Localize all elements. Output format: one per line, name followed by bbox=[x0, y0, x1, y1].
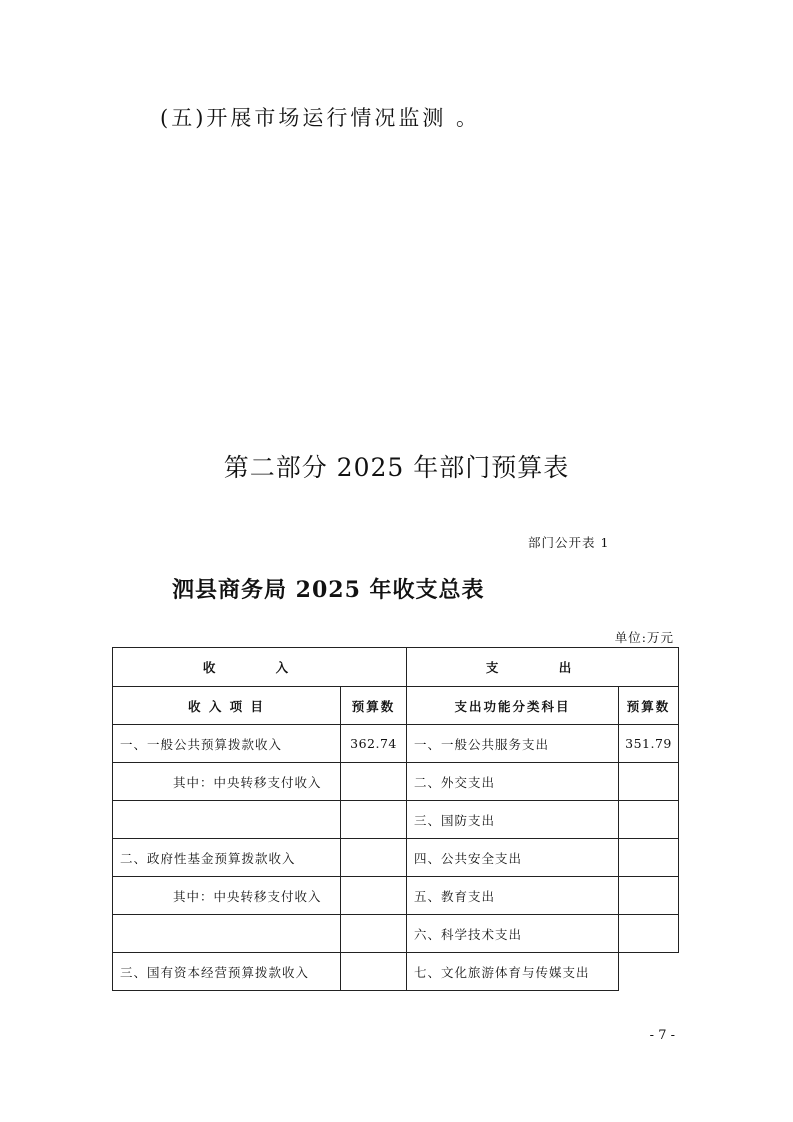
income-value-cell: 362.74 bbox=[341, 725, 407, 763]
expense-item-cell: 六、科学技术支出 bbox=[407, 915, 619, 953]
income-item-cell bbox=[113, 915, 341, 953]
table-group-header-row bbox=[113, 648, 679, 687]
intro-text: (五)开展市场运行情况监测 。 bbox=[160, 106, 481, 130]
income-item-cell: 其中：中央转移支付收入 bbox=[113, 877, 341, 915]
income-item-cell: 一、一般公共预算拨款收入 bbox=[113, 725, 341, 763]
budget-summary-table bbox=[112, 647, 679, 991]
expense-value-cell bbox=[619, 915, 679, 953]
income-value-cell bbox=[341, 801, 407, 839]
table-row bbox=[113, 839, 679, 877]
expense-item-cell: 四、公共安全支出 bbox=[407, 839, 619, 877]
unit-label: 单位:万元 bbox=[614, 630, 674, 645]
table-row bbox=[113, 953, 679, 991]
expense-value-cell bbox=[619, 953, 679, 991]
table-number: 部门公开表 1 bbox=[528, 535, 610, 550]
income-value-cell bbox=[341, 915, 407, 953]
income-item-cell: 二、政府性基金预算拨款收入 bbox=[113, 839, 341, 877]
expense-value-cell bbox=[619, 839, 679, 877]
income-value-cell bbox=[341, 877, 407, 915]
expense-item-cell: 三、国防支出 bbox=[407, 801, 619, 839]
income-group-header: 收 入 bbox=[113, 648, 407, 687]
income-budget-header: 预算数 bbox=[341, 687, 407, 725]
expense-item-cell: 七、文化旅游体育与传媒支出 bbox=[407, 953, 619, 991]
page-number: - 7 - bbox=[649, 1028, 675, 1043]
table-row bbox=[113, 763, 679, 801]
income-item-cell: 其中：中央转移支付收入 bbox=[113, 763, 341, 801]
expense-value-cell bbox=[619, 801, 679, 839]
expense-value-cell bbox=[619, 877, 679, 915]
income-value-cell bbox=[341, 763, 407, 801]
table-row bbox=[113, 725, 679, 763]
table-row bbox=[113, 877, 679, 915]
expense-value-cell bbox=[619, 763, 679, 801]
expense-item-cell: 一、一般公共服务支出 bbox=[407, 725, 619, 763]
income-item-cell bbox=[113, 801, 341, 839]
expense-value-cell: 351.79 bbox=[619, 725, 679, 763]
income-item-cell: 三、国有资本经营预算拨款收入 bbox=[113, 953, 341, 991]
expense-item-cell: 二、外交支出 bbox=[407, 763, 619, 801]
table-column-header-row bbox=[113, 687, 679, 725]
income-value-cell bbox=[341, 953, 407, 991]
expense-budget-header: 预算数 bbox=[619, 687, 679, 725]
income-value-cell bbox=[341, 839, 407, 877]
table-row bbox=[113, 801, 679, 839]
table-title: 泗县商务局 2025 年收支总表 bbox=[172, 577, 485, 603]
expense-group-header: 支 出 bbox=[407, 648, 679, 687]
table-row bbox=[113, 915, 679, 953]
income-item-header: 收 入 项 目 bbox=[113, 687, 341, 725]
expense-item-header: 支出功能分类科目 bbox=[407, 687, 619, 725]
expense-item-cell: 五、教育支出 bbox=[407, 877, 619, 915]
part-title: 第二部分 2025 年部门预算表 bbox=[223, 453, 570, 482]
